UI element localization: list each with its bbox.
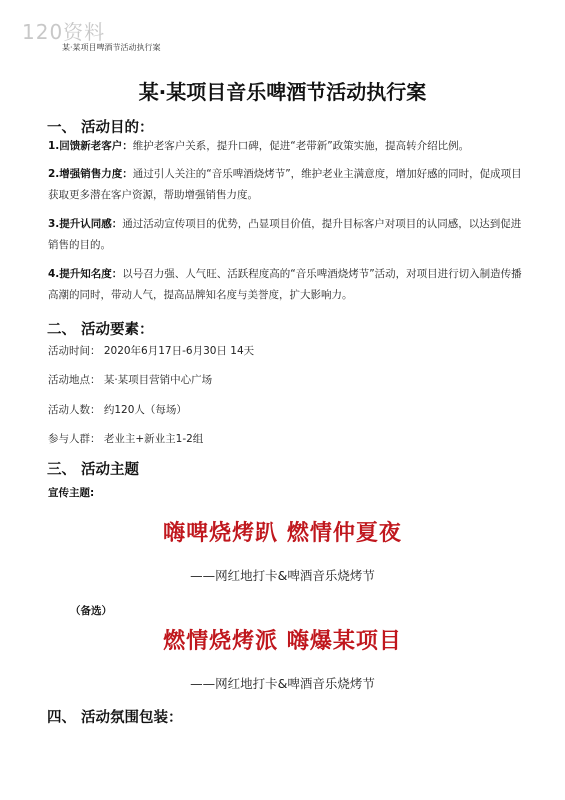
purpose-item-3: [48, 214, 528, 256]
slogan-backup-subtitle: ——网红地打卡&啤酒音乐烧烤节: [190, 676, 375, 691]
event-count: 活动人数： 约120人（每场）: [48, 404, 187, 416]
purpose-item-1-text: 维护老客户关系，提升口碑，促进“老带新”政策实施，提高转介绍比例。: [132, 140, 470, 152]
event-crowd: 参与人群： 老业主+新业主1-2组: [48, 433, 204, 445]
purpose-item-4-label: 4.提升知名度：: [48, 268, 123, 280]
backup-label: （备选）: [70, 605, 112, 617]
section-1-heading: 一、 活动目的：: [47, 120, 154, 136]
purpose-item-1-label: 1.回馈新老客户：: [48, 140, 133, 152]
purpose-item-2: [48, 164, 528, 206]
slogan-main-subtitle: ——网红地打卡&啤酒音乐烧烤节: [190, 568, 375, 583]
slogan-main: 嗨啤烧烤趴 燃情仲夏夜: [163, 521, 402, 546]
header-note: 某·某项目啤酒节活动执行案: [62, 43, 161, 52]
section-2-heading: 二、 活动要素：: [47, 322, 154, 338]
slogan-backup: 燃情烧烤派 嗨爆某项目: [163, 629, 402, 654]
event-place: 活动地点： 某·某项目营销中心广场: [48, 374, 213, 386]
purpose-item-2-label: 2.增强销售力度：: [48, 168, 133, 180]
purpose-item-1: [48, 136, 528, 157]
watermark: 120资料: [22, 20, 106, 44]
section-4-heading: 四、 活动氛围包装：: [47, 710, 183, 726]
purpose-item-3-label: 3.提升认同感：: [48, 218, 123, 230]
event-time: 活动时间： 2020年6月17日-6月30日 14天: [48, 345, 255, 357]
purpose-item-4-text: 以号召力强、人气旺、活跃程度高的“音乐啤酒烧烤节”活动，对项目进行切入制造传播高潮的同时，带动人气，提高品牌知名度与美誉度，扩大影响力。: [48, 268, 522, 301]
purpose-item-2-text: 通过引人关注的“音乐啤酒烧烤节”，维护老业主满意度，增加好感的同时，促成项目获取更多潜在客户资源，帮助增强销售力度。: [48, 168, 522, 201]
purpose-item-4: [48, 264, 528, 306]
document-title: 某·某项目音乐啤酒节活动执行案: [138, 80, 427, 104]
promo-theme-label: 宣传主题:: [48, 487, 95, 499]
purpose-item-3-text: 通过活动宣传项目的优势，凸显项目价值，提升目标客户对项目的认同感，以达到促进销售的目的。: [48, 218, 522, 251]
section-3-heading: 三、 活动主题: [47, 462, 140, 478]
